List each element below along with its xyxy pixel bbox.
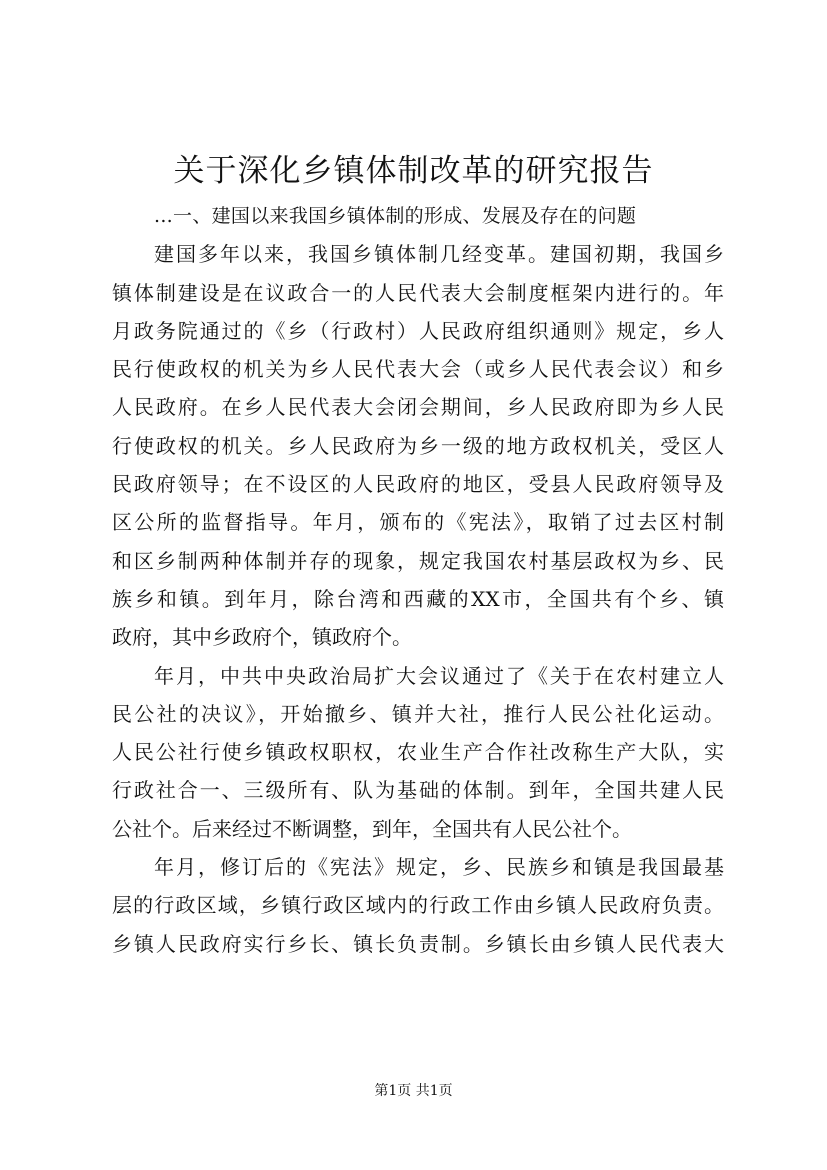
body-line: 人民公社行使乡镇政权职权，农业生产合作社改称生产大队，实 <box>112 740 724 765</box>
body-line: 行政社合一、三级所有、队为基础的体制。到年，全国共建人民 <box>112 778 724 803</box>
body-line: 建国多年以来，我国乡镇体制几经变革。建国初期，我国乡 <box>154 242 724 267</box>
body-line: 政府，其中乡政府个，镇政府个。 <box>112 625 412 650</box>
document-body <box>112 197 724 963</box>
body-line: 和区乡制两种体制并存的现象，规定我国农村基层政权为乡、民 <box>112 548 724 573</box>
body-line: 公社个。后来经过不断调整，到年，全国共有人民公社个。 <box>112 816 632 841</box>
section-heading: ...一、建国以来我国乡镇体制的形成、发展及存在的问题 <box>154 205 637 227</box>
body-line: 层的行政区域，乡镇行政区域内的行政工作由乡镇人民政府负责。 <box>112 893 724 918</box>
body-line: 镇体制建设是在议政合一的人民代表大会制度框架内进行的。年 <box>112 280 724 305</box>
body-line: 年月，中共中央政治局扩大会议通过了《关于在农村建立人 <box>154 663 724 688</box>
body-line: 行使政权的机关。乡人民政府为乡一级的地方政权机关，受区人 <box>112 433 724 458</box>
page-footer: 第1页 共1页 <box>374 1083 453 1099</box>
document-title: 关于深化乡镇体制改革的研究报告 <box>173 153 654 189</box>
body-line: 区公所的监督指导。年月，颁布的《宪法》，取销了过去区村制 <box>112 510 724 535</box>
body-line: 人民政府。在乡人民代表大会闭会期间，乡人民政府即为乡人民 <box>112 395 724 420</box>
body-line: 民行使政权的机关为乡人民代表大会（或乡人民代表会议）和乡 <box>112 357 724 382</box>
body-line: 年月，修订后的《宪法》规定，乡、民族乡和镇是我国最基 <box>154 855 724 880</box>
body-line: 民公社的决议》，开始撤乡、镇并大社，推行人民公社化运动。 <box>112 701 724 726</box>
body-line: 族乡和镇。到年月，除台湾和西藏的XX市，全国共有个乡、镇 <box>112 586 724 611</box>
body-line: 月政务院通过的《乡（行政村）人民政府组织通则》规定，乡人 <box>112 318 724 343</box>
body-line: 乡镇人民政府实行乡长、镇长负责制。乡镇长由乡镇人民代表大 <box>112 931 724 956</box>
body-line: 民政府领导；在不设区的人民政府的地区，受县人民政府领导及 <box>112 472 724 497</box>
